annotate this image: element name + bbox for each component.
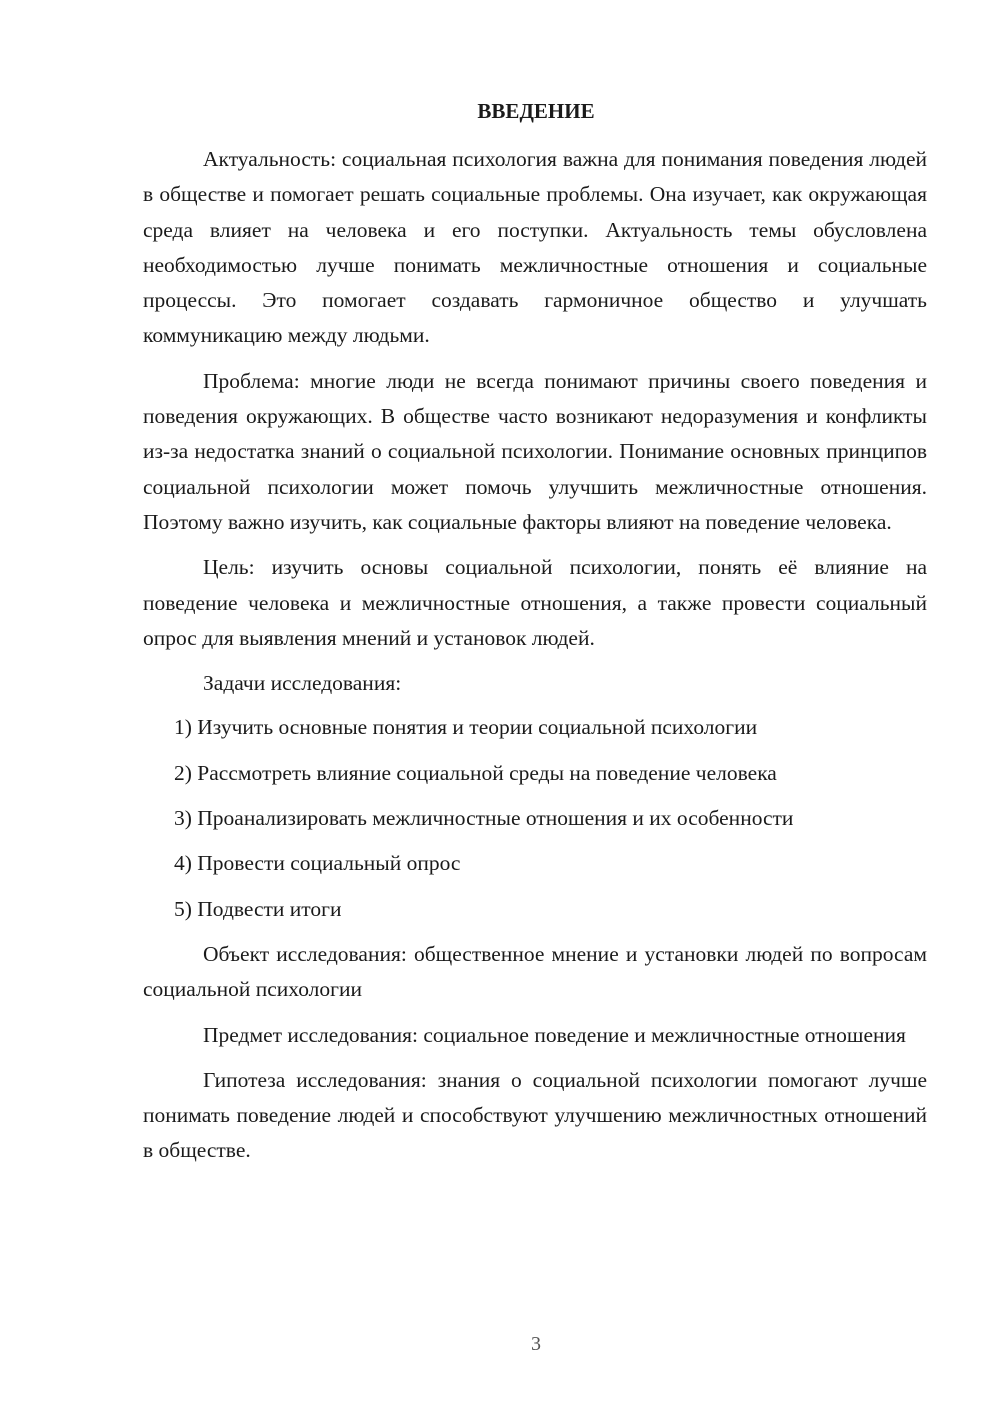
list-item: 3) Проанализировать межличностные отношения и их особенности xyxy=(174,806,794,831)
paragraph-object: Объект исследования: общественное мнение и установки людей по вопросам социальной психологии xyxy=(143,941,927,1002)
paragraph-problem: Проблема: многие люди не всегда понимают причины своего поведения и поведения окружающих. В обществе часто возникают недоразумения и конфликты из-за недостатка знаний о социальной психологии. Понимание основных принципов социальной психологии может помочь улучшить межличностные отношения. Поэтому важно изучить, как социальные факторы влияют на поведение человека. xyxy=(143,368,927,534)
tasks-heading: Задачи исследования: xyxy=(203,671,402,696)
list-item: 5) Подвести итоги xyxy=(174,896,342,921)
paragraph-goal: Цель: изучить основы социальной психологии, понять её влияние на поведение человека и межличностные отношения, а также провести социальный опрос для выявления мнений и установок людей. xyxy=(143,555,927,650)
page-title: ВВЕДЕНИЕ xyxy=(477,99,595,123)
page-number: 3 xyxy=(531,1333,541,1355)
paragraph-subject: Предмет исследования: социальное поведение и межличностные отношения xyxy=(203,1022,906,1047)
list-item: 2) Рассмотреть влияние социальной среды на поведение человека xyxy=(174,760,777,785)
list-item: 1) Изучить основные понятия и теории социальной психологии xyxy=(174,715,758,740)
paragraph-relevance: Актуальность: социальная психология важна для понимания поведения людей в обществе и помогает решать социальные проблемы. Она изучает, как окружающая среда влияет на человека и его поступки. Актуальность темы обусловлена необходимостью лучше понимать межличностные отношения и социальные процессы. Это помогает создавать гармоничное общество и улучшать коммуникацию между людьми. xyxy=(143,147,927,348)
document-body xyxy=(143,142,927,1179)
list-item: 4) Провести социальный опрос xyxy=(174,851,461,876)
paragraph-hypothesis: Гипотеза исследования: знания о социальной психологии помогают лучше понимать поведение людей и способствуют улучшению межличностных отношений в обществе. xyxy=(143,1067,927,1163)
